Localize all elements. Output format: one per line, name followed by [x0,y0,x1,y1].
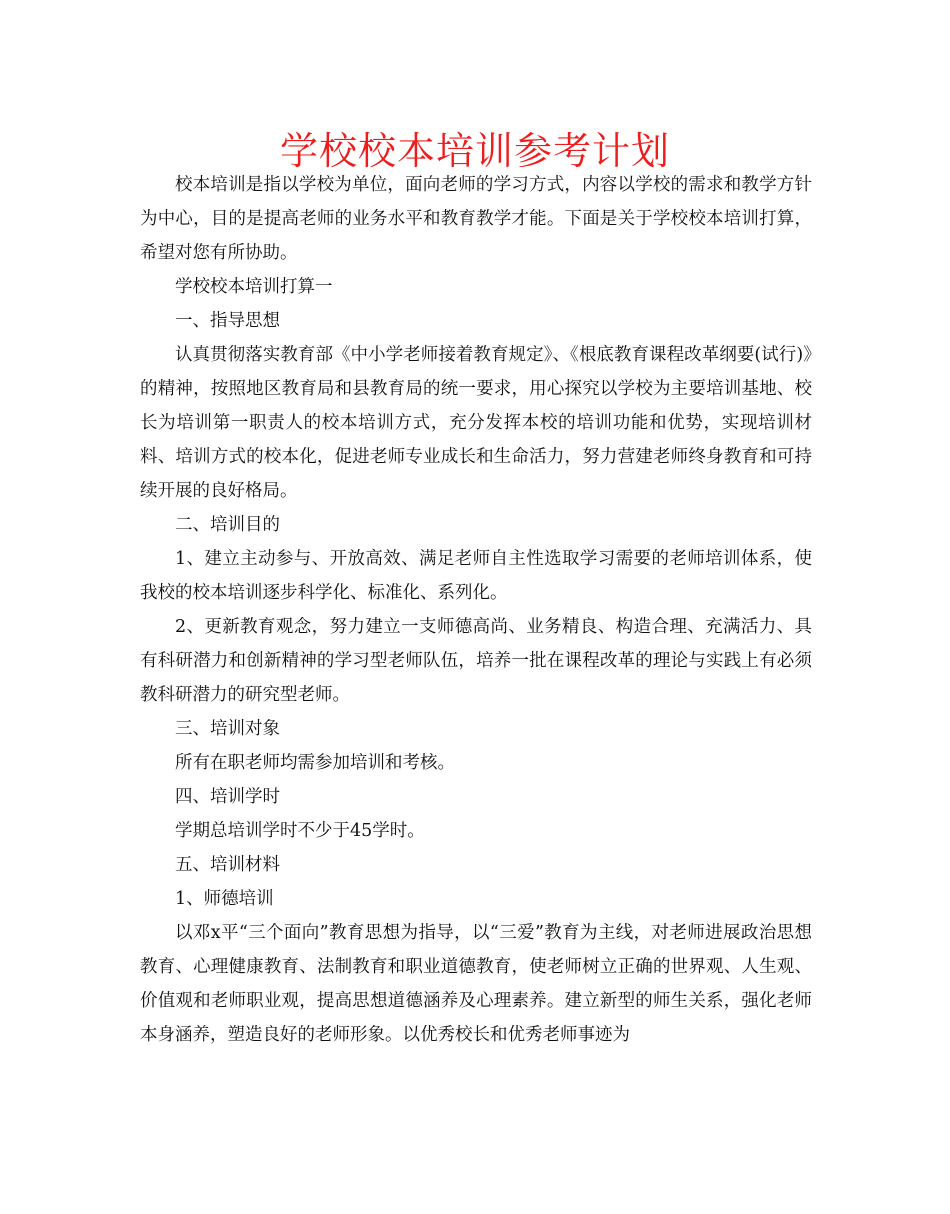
paragraph-guiding-thought: 认真贯彻落实教育部《中小学老师接着教育规定》、《根底教育课程改革纲要(试行)》的精神，按照地区教育局和县教育局的统一要求，用心探究以学校为主要培训基地、校长为培训第一职责人的校本培训方式，充分发挥本校的培训功能和优势，实现培训材料、培训方式的校本化，促进老师专业成长和生命活力，努力营建老师终身教育和可持续开展的良好格局。 [140,345,812,501]
section-heading-training-hours: 四、培训学时 [175,787,280,807]
document-body [140,168,812,1052]
subsection-heading-ethics-training: 1、师德培训 [175,889,274,909]
paragraph-ethics-training: 以邓x平“三个面向”教育思想为指导，以“三爱”教育为主线，对老师进展政治思想教育、心理健康教育、法制教育和职业道德教育，使老师树立正确的世界观、人生观、价值观和老师职业观，提高思想道德涵养及心理素养。建立新型的师生关系，强化老师本身涵养，塑造良好的老师形象。以优秀校长和优秀老师事迹为 [140,923,812,1045]
document-title: 学校校本培训参考计划 [279,129,670,173]
section-heading-training-material: 五、培训材料 [175,855,280,875]
paragraph-training-hours: 学期总培训学时不少于45学时。 [175,821,425,841]
section-heading-guiding-thought: 一、指导思想 [175,311,280,331]
paragraph-intro: 校本培训是指以学校为单位，面向老师的学习方式，内容以学校的需求和教学方针为中心，目的是提高老师的业务水平和教育教学才能。下面是关于学校校本培训打算，希望对您有所协助。 [140,175,812,263]
section-heading-training-target: 三、培训对象 [175,719,280,739]
section-heading-training-goal: 二、培训目的 [175,515,280,535]
paragraph-goal-2: 2、更新教育观念，努力建立一支师德高尚、业务精良、构造合理、充满活力、具有科研潜力和创新精神的学习型老师队伍，培养一批在课程改革的理论与实践上有必须教科研潜力的研究型老师。 [140,617,812,705]
paragraph-goal-1: 1、建立主动参与、开放高效、满足老师自主性选取学习需要的老师培训体系，使我校的校本培训逐步科学化、标准化、系列化。 [140,549,812,603]
paragraph-plan-heading: 学校校本培训打算一 [175,277,333,297]
paragraph-training-target: 所有在职老师均需参加培训和考核。 [175,753,455,773]
